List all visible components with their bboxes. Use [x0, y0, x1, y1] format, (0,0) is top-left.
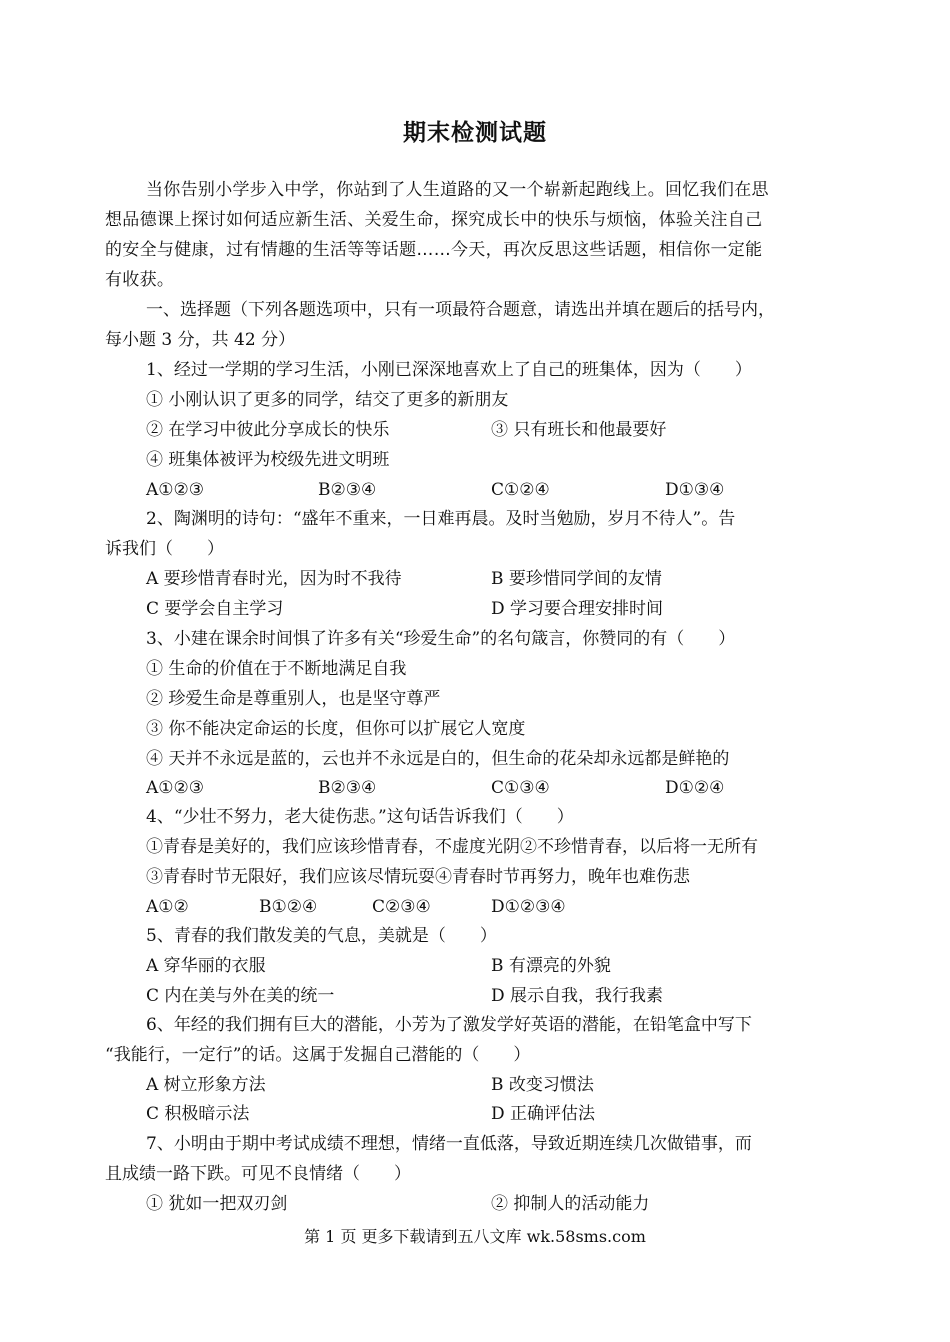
- intro-line-3: 的安全与健康，过有情趣的生活等等话题……今天，再次反思这些话题，相信你一定能: [105, 240, 763, 260]
- section-heading: 一、选择题（下列各题选项中，只有一项最符合题意，请选出并填在题后的括号内，: [146, 300, 775, 320]
- question-7-stem: 7、小明由于期中考试成绩不理想，情绪一直低落，导致近期连续几次做错事，而: [146, 1134, 752, 1154]
- question-7-stem-cont: 且成绩一路下跌。可见不良情绪（ ）: [105, 1164, 411, 1184]
- question-6-choice-d: D 正确评估法: [491, 1104, 596, 1124]
- page-title: 期末检测试题: [403, 120, 547, 146]
- question-1-choice-a: A①②③: [146, 480, 204, 500]
- question-1-stem: 1、经过一学期的学习生活，小刚已深深地喜欢上了自己的班集体，因为（ ）: [146, 360, 752, 380]
- question-3-option-2: ② 珍爱生命是尊重别人，也是坚守尊严: [146, 689, 441, 709]
- question-2-choice-a: A 要珍惜青春时光，因为时不我待: [146, 569, 402, 589]
- question-1-choice-c: C①②④: [491, 480, 550, 500]
- question-3-option-1: ① 生命的价值在于不断地满足自我: [146, 659, 407, 679]
- question-4-choice-d: D①②③④: [491, 897, 566, 917]
- question-6-stem: 6、年经的我们拥有巨大的潜能，小芳为了激发学好英语的潜能，在铅笔盒中写下: [146, 1015, 752, 1035]
- question-6-choice-a: A 树立形象方法: [146, 1075, 266, 1095]
- question-2-stem-cont: 诉我们（ ）: [105, 539, 224, 559]
- question-2-choice-b: B 要珍惜同学间的友情: [491, 569, 662, 589]
- question-3-option-3: ③ 你不能决定命运的长度，但你可以扩展它人宽度: [146, 719, 526, 739]
- intro-line-4: 有收获。: [105, 270, 175, 290]
- intro-line-1: 当你告别小学步入中学，你站到了人生道路的又一个崭新起跑线上。回忆我们在思: [146, 180, 769, 200]
- question-3-choice-b: B②③④: [318, 778, 377, 798]
- question-5-choice-d: D 展示自我，我行我素: [491, 986, 664, 1006]
- question-1-option-2: ② 在学习中彼此分享成长的快乐: [146, 420, 390, 440]
- question-5-stem: 5、青春的我们散发美的气息，美就是（ ）: [146, 926, 497, 946]
- question-6-choice-b: B 改变习惯法: [491, 1075, 594, 1095]
- question-6-choice-c: C 积极暗示法: [146, 1104, 250, 1124]
- question-5-choice-b: B 有漂亮的外貌: [491, 956, 611, 976]
- question-1-option-4: ④ 班集体被评为校级先进文明班: [146, 450, 390, 470]
- question-4-options-1-2: ①青春是美好的，我们应该珍惜青春，不虚度光阴②不珍惜青春，以后将一无所有: [146, 837, 758, 857]
- question-4-choice-c: C②③④: [372, 897, 431, 917]
- question-7-option-2: ② 抑制人的活动能力: [491, 1194, 650, 1214]
- question-3-choice-c: C①③④: [491, 778, 550, 798]
- intro-line-2: 想品德课上探讨如何适应新生活、关爱生命，探究成长中的快乐与烦恼，体验关注自己: [105, 210, 763, 230]
- question-2-stem: 2、陶渊明的诗句：“盛年不重来，一日难再晨。及时当勉励，岁月不待人”。告: [146, 509, 736, 529]
- question-1-choice-d: D①③④: [665, 480, 725, 500]
- question-6-stem-cont: “我能行，一定行”的话。这属于发掘自己潜能的（ ）: [105, 1045, 531, 1065]
- question-3-choice-a: A①②③: [146, 778, 204, 798]
- question-1-option-1: ① 小刚认识了更多的同学，结交了更多的新朋友: [146, 390, 509, 410]
- question-4-choice-b: B①②④: [259, 897, 318, 917]
- question-4-options-3-4: ③青春时节无限好，我们应该尽情玩耍④青春时节再努力，晚年也难伤悲: [146, 867, 690, 887]
- question-5-choice-c: C 内在美与外在美的统一: [146, 986, 335, 1006]
- question-3-choice-d: D①②④: [665, 778, 725, 798]
- question-3-option-4: ④ 天并不永远是蓝的，云也并不永远是白的，但生命的花朵却永远都是鲜艳的: [146, 749, 730, 769]
- question-1-choice-b: B②③④: [318, 480, 377, 500]
- page-footer: 第 1 页 更多下载请到五八文库 wk.58sms.com: [304, 1227, 646, 1246]
- question-7-option-1: ① 犹如一把双刃剑: [146, 1194, 288, 1214]
- question-1-option-3: ③ 只有班长和他最要好: [491, 420, 667, 440]
- question-4-choice-a: A①②: [146, 897, 189, 917]
- question-5-choice-a: A 穿华丽的衣服: [146, 956, 266, 976]
- section-heading-cont: 每小题 3 分，共 42 分）: [105, 330, 296, 350]
- question-3-stem: 3、小建在课余时间惧了许多有关“珍爱生命”的名句箴言，你赞同的有（ ）: [146, 629, 736, 649]
- question-2-choice-d: D 学习要合理安排时间: [491, 599, 664, 619]
- question-2-choice-c: C 要学会自主学习: [146, 599, 284, 619]
- question-4-stem: 4、“少壮不努力，老大徒伤悲。”这句话告诉我们（ ）: [146, 807, 574, 827]
